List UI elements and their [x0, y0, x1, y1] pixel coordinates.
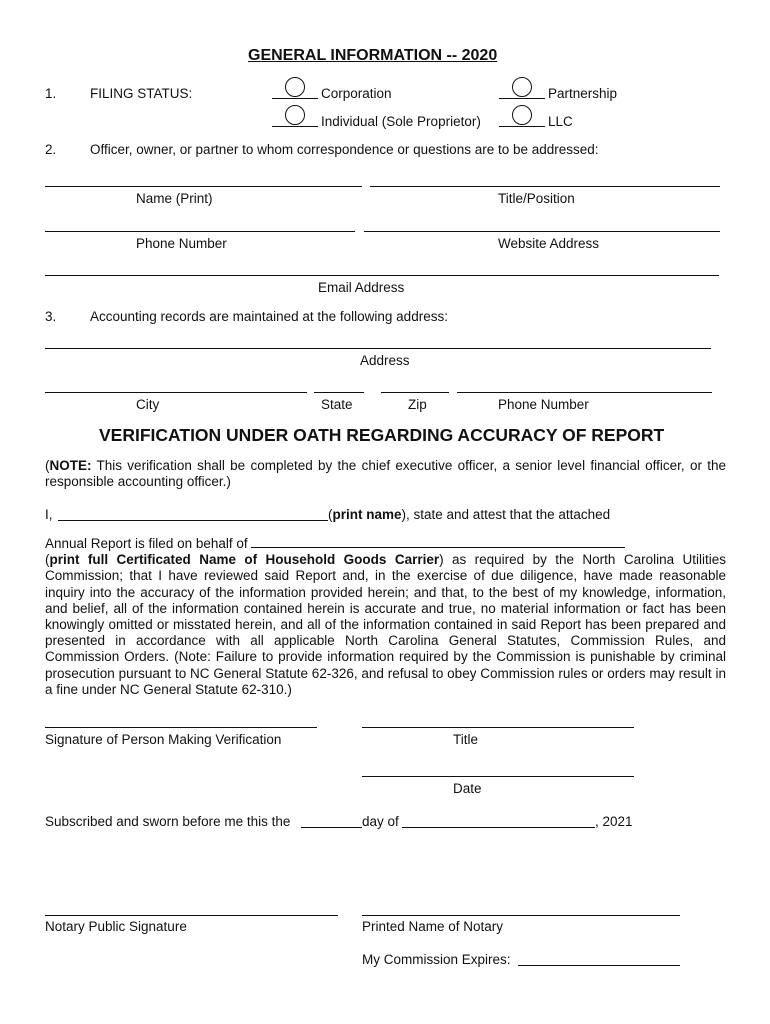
filing-status-label: FILING STATUS: [90, 86, 193, 101]
notary-signature-field[interactable] [45, 915, 338, 916]
city-field[interactable] [45, 392, 307, 393]
notary-printed-field[interactable] [362, 915, 680, 916]
state-label: State [321, 397, 353, 412]
section-2-text: Officer, owner, or partner to whom correspondence or questions are to be addressed: [90, 142, 599, 157]
attest-text: ), state and attest that the attached [401, 507, 611, 522]
individual-label: Individual (Sole Proprietor) [321, 114, 481, 129]
phone-field[interactable] [45, 231, 355, 232]
verification-title: VERIFICATION UNDER OATH REGARDING ACCURACY OF REPORT [99, 425, 665, 445]
carrier-name-field[interactable] [251, 535, 625, 548]
sworn-prefix: Subscribed and sworn before me this the [45, 814, 291, 829]
section-3-text: Accounting records are maintained at the following address: [90, 309, 448, 324]
commission-expires-label: My Commission Expires: [362, 952, 511, 967]
date-label: Date [453, 781, 482, 796]
address-field[interactable] [45, 348, 711, 349]
llc-radio[interactable] [512, 105, 532, 125]
sworn-month-field[interactable] [402, 827, 595, 828]
name-field[interactable] [45, 186, 362, 187]
phone-label: Phone Number [136, 236, 227, 251]
note-text: This verification shall be completed by the chief executive officer, a senior level financial officer, or the responsible accounting officer.) [45, 458, 726, 490]
partnership-label: Partnership [548, 86, 618, 101]
city-label: City [136, 397, 160, 412]
individual-blank [272, 126, 318, 127]
sworn-day-field[interactable] [301, 827, 362, 828]
records-phone-label: Phone Number [498, 397, 589, 412]
note-open: ( [45, 458, 50, 473]
page-title: GENERAL INFORMATION -- 2020 [248, 47, 498, 64]
note-bold: NOTE: [49, 458, 92, 473]
website-label: Website Address [498, 236, 600, 251]
section-1-number: 1. [45, 86, 57, 101]
title-position-field[interactable] [370, 186, 720, 187]
section-2-number: 2. [45, 142, 57, 157]
individual-radio[interactable] [285, 105, 305, 125]
title-field[interactable] [362, 727, 634, 728]
email-label: Email Address [318, 280, 405, 295]
title-label: Title [453, 732, 479, 747]
website-field[interactable] [364, 231, 720, 232]
print-name-clause: (print name), state and attest that the attached [328, 507, 611, 522]
corporation-blank [272, 98, 318, 99]
print-name-field[interactable] [58, 520, 328, 521]
address-label: Address [360, 353, 410, 368]
date-field[interactable] [362, 776, 634, 777]
records-phone-field[interactable] [457, 392, 712, 393]
day-of-label: day of [362, 814, 399, 829]
notary-printed-label: Printed Name of Notary [362, 919, 504, 934]
verification-note [45, 458, 726, 490]
email-field[interactable] [45, 275, 719, 276]
commission-expires-field[interactable] [518, 965, 680, 966]
llc-label: LLC [548, 114, 573, 129]
annual-report-text: Annual Report is filed on behalf of [45, 536, 248, 551]
partnership-radio[interactable] [512, 77, 532, 97]
print-name-label: print name [332, 507, 402, 522]
signature-field[interactable] [45, 727, 317, 728]
certificated-name-label: print full Certificated Name of Household Goods Carrier [49, 552, 440, 568]
partnership-blank [499, 98, 545, 99]
verification-body-text: ) as required by the North Carolina Utilities Commission; that I have reviewed said Report and, in the exercise of due diligence, have made reasonable inquiry into the accuracy of the information provided herein; and that, to the best of my knowledge, information, and belief, all of the information contained herein is accurate and true, no material information or fact has been knowingly omitted or misstated herein, and all of the information contained in said Report has been prepared and presented in accordance with all applicable North Carolina General Statutes, Commission Rules, and Commission Orders. (Note: Failure to provide information required by the Commission is punishable by criminal prosecution pursuant to NC General Statute 62-326, and refusal to obey Commission rules or orders may result in a fine under NC General Statute 62-310.) [45, 552, 726, 697]
corporation-radio[interactable] [285, 77, 305, 97]
signature-label: Signature of Person Making Verification [45, 732, 282, 747]
verification-body: Annual Report is filed on behalf of (print full Certificated Name of Household Goods Carrier) as required by the North Carolina Utilities Commission; that I have reviewed said Report and, in the exercise of due diligence, have made reasonable inquiry into the accuracy of the information provided herein; and that, to the best of my knowledge, information, and belief, all of the information contained herein is accurate and true, no material information or fact has been knowingly omitted or misstated herein, and all of the information contained in said Report has been prepared and presented in accordance with all applicable North Carolina General Statutes, Commission Rules, and Commission Orders. (Note: Failure to provide information required by the Commission is punishable by criminal prosecution pursuant to NC General Statute 62-326, and refusal to obey Commission rules or orders may result in a fine under NC General Statute 62-310.) [45, 536, 726, 697]
i-prefix: I, [45, 507, 53, 522]
notary-signature-label: Notary Public Signature [45, 919, 187, 934]
state-field[interactable] [314, 392, 364, 393]
title-position-label: Title/Position [498, 191, 575, 206]
corporation-label: Corporation [321, 86, 392, 101]
zip-field[interactable] [381, 392, 449, 393]
section-3-number: 3. [45, 309, 57, 324]
year-label: , 2021 [595, 814, 633, 829]
llc-blank [499, 126, 545, 127]
zip-label: Zip [408, 397, 427, 412]
name-label: Name (Print) [136, 191, 213, 206]
